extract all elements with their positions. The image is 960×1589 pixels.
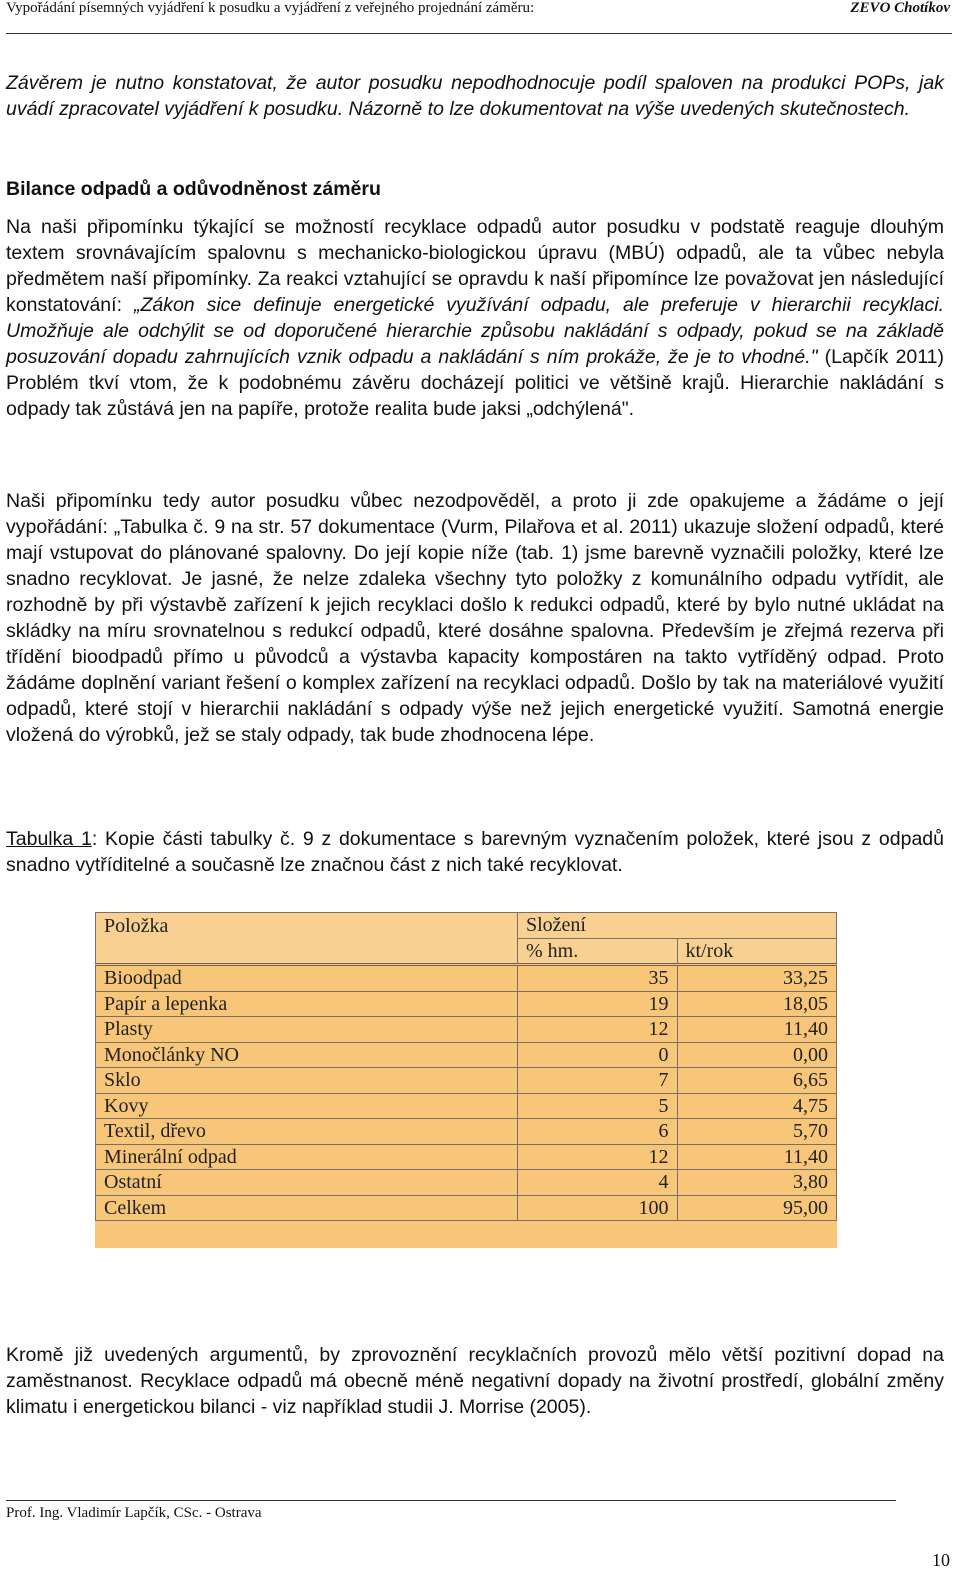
row-pct: 100 bbox=[518, 1195, 678, 1221]
row-pct: 19 bbox=[518, 991, 678, 1017]
header-project: ZEVO Chotíkov bbox=[850, 0, 950, 16]
paragraph-request: Naši připomínku tedy autor posudku vůbec nezodpověděl, a proto ji zde opakujeme a žádáme o její vypořádání: „Tabulka č. 9 na str. 57 dokumentace (Vurm, Pilařova et al. 2011) ukazuje složení odpadů, které mají vstupovat do plánované spalovny. Do její kopie níže (tab. 1) jsme barevně vyznačili položky, které lze snadno recyklovat. Je jasné, že nelze zdaleka všechny tyto položky z komunálního odpadu vytřídit, ale rozhodně by při výstavbě zařízení k jejich recyklaci došlo k redukci odpadů, které by bylo nutné ukládat na skládky na míru srovnatelnou s redukcí odpadů, které dosáhne spalovna. Především je zřejmá rezerva při třídění bioodpadů přímo u původců a výstavba kapacity kompostáren na takto vytříděný odpad. Proto žádáme doplnění variant řešení o komplex zařízení na recyklaci odpadů. Došlo by tak na materiálové využití odpadů, které stojí v hierarchii nakládání s odpady výše než jejich energetické využití. Samotná energie vložená do výrobků, jež se staly odpady, tak bude zhodnocena lépe. bbox=[6, 490, 944, 746]
table-row bbox=[96, 965, 837, 992]
table-row bbox=[96, 1068, 837, 1094]
paragraph-response bbox=[6, 214, 944, 422]
caption-label: Tabulka 1 bbox=[6, 828, 92, 850]
row-pct: 12 bbox=[518, 1017, 678, 1043]
row-pct: 5 bbox=[518, 1093, 678, 1119]
table-row bbox=[96, 1144, 837, 1170]
table-caption bbox=[6, 826, 944, 878]
row-pct: 7 bbox=[518, 1068, 678, 1094]
quoted-law: „Zákon sice definuje energetické využívání odpadu, ale preferuje v hierarchii recyklaci. Umožňuje ale odchýlit se od doporučené hierarchie způsobu nakládání s odpady, pokud se na základě posuzování dopadu zahrnujících vznik odpadu a nakládání s ním prokáže, že je to vhodné." bbox=[6, 294, 944, 368]
row-kt: 5,70 bbox=[677, 1119, 837, 1145]
row-kt: 11,40 bbox=[677, 1144, 837, 1170]
header-pct: % hm. bbox=[518, 938, 678, 965]
row-kt: 0,00 bbox=[677, 1042, 837, 1068]
table-row bbox=[96, 991, 837, 1017]
row-item: Ostatní bbox=[96, 1170, 518, 1196]
header-rule bbox=[6, 33, 952, 34]
row-item: Celkem bbox=[96, 1195, 518, 1221]
section-heading: Bilance odpadů a odůvodněnost záměru bbox=[6, 178, 381, 200]
row-pct: 4 bbox=[518, 1170, 678, 1196]
page-header bbox=[6, 0, 950, 22]
paragraph-response-a: Na naši připomínku týkající se možností recyklace odpadů autor posudku v podstatě reaguje dlouhým textem srovnávajícím spalovnu s mechanicko-biologickou úpravu (MBÚ) odpadů, ale ta vůbec nebyla předmětem naší připomínky. Za reakci vztahující se opravdu k naší připomínce lze považovat jen následující konstatování: bbox=[6, 216, 944, 316]
row-kt: 11,40 bbox=[677, 1017, 837, 1043]
table-row bbox=[96, 1170, 837, 1196]
row-pct: 35 bbox=[518, 965, 678, 992]
row-item: Bioodpad bbox=[96, 965, 518, 992]
header-composition: Složení bbox=[518, 913, 837, 939]
row-pct: 6 bbox=[518, 1119, 678, 1145]
row-item: Papír a lepenka bbox=[96, 991, 518, 1017]
row-kt: 3,80 bbox=[677, 1170, 837, 1196]
table-row bbox=[96, 1195, 837, 1221]
row-item: Minerální odpad bbox=[96, 1144, 518, 1170]
header-title: Vypořádání písemných vyjádření k posudku a vyjádření z veřejného projednání záměru: bbox=[6, 0, 535, 16]
caption-text: : Kopie části tabulky č. 9 z dokumentace s barevným vyznačením položek, které jsou z odpadů snadno vytříditelné a současně lze značnou část z nich také recyklovat. bbox=[6, 828, 944, 876]
row-item: Plasty bbox=[96, 1017, 518, 1043]
composition-table-wrap bbox=[95, 912, 837, 1248]
row-item: Monočlánky NO bbox=[96, 1042, 518, 1068]
row-kt: 6,65 bbox=[677, 1068, 837, 1094]
row-item: Textil, dřevo bbox=[96, 1119, 518, 1145]
intro-paragraph: Závěrem je nutno konstatovat, že autor posudku nepodhodnocuje podíl spaloven na produkci POPs, jak uvádí zpracovatel vyjádření k posudku. Názorně to lze dokumentovat na výše uvedených skutečnostech. bbox=[6, 72, 944, 120]
row-kt: 95,00 bbox=[677, 1195, 837, 1221]
row-pct: 12 bbox=[518, 1144, 678, 1170]
row-item: Kovy bbox=[96, 1093, 518, 1119]
footer-rule bbox=[6, 1500, 896, 1501]
row-kt: 18,05 bbox=[677, 991, 837, 1017]
page-number: 10 bbox=[932, 1550, 950, 1570]
table-row bbox=[96, 1017, 837, 1043]
footer-author: Prof. Ing. Vladimír Lapčík, CSc. - Ostrava bbox=[6, 1505, 262, 1521]
header-item-blank bbox=[96, 938, 518, 965]
row-kt: 4,75 bbox=[677, 1093, 837, 1119]
row-pct: 0 bbox=[518, 1042, 678, 1068]
header-kt: kt/rok bbox=[677, 938, 837, 965]
row-item: Sklo bbox=[96, 1068, 518, 1094]
table-row bbox=[96, 1042, 837, 1068]
header-item: Položka bbox=[96, 913, 518, 939]
paragraph-response-b: (Lapčík 2011) Problém tkví vtom, že k podobnému závěru docházejí politici ve většině krajů. Hierarchie nakládání s odpady tak zůstává jen na papíře, protože realita bude jaksi „odchýlená". bbox=[6, 346, 944, 420]
table-row bbox=[96, 1093, 837, 1119]
composition-table bbox=[95, 912, 837, 1221]
table-row bbox=[96, 1119, 837, 1145]
closing-paragraph: Kromě již uvedených argumentů, by zprovoznění recyklačních provozů mělo větší pozitivní dopad na zaměstnanost. Recyklace odpadů má obecně méně negativní dopady na životní prostředí, globální změny klimatu i energetickou bilanci - viz například studii J. Morrise (2005). bbox=[6, 1344, 944, 1418]
row-kt: 33,25 bbox=[677, 965, 837, 992]
